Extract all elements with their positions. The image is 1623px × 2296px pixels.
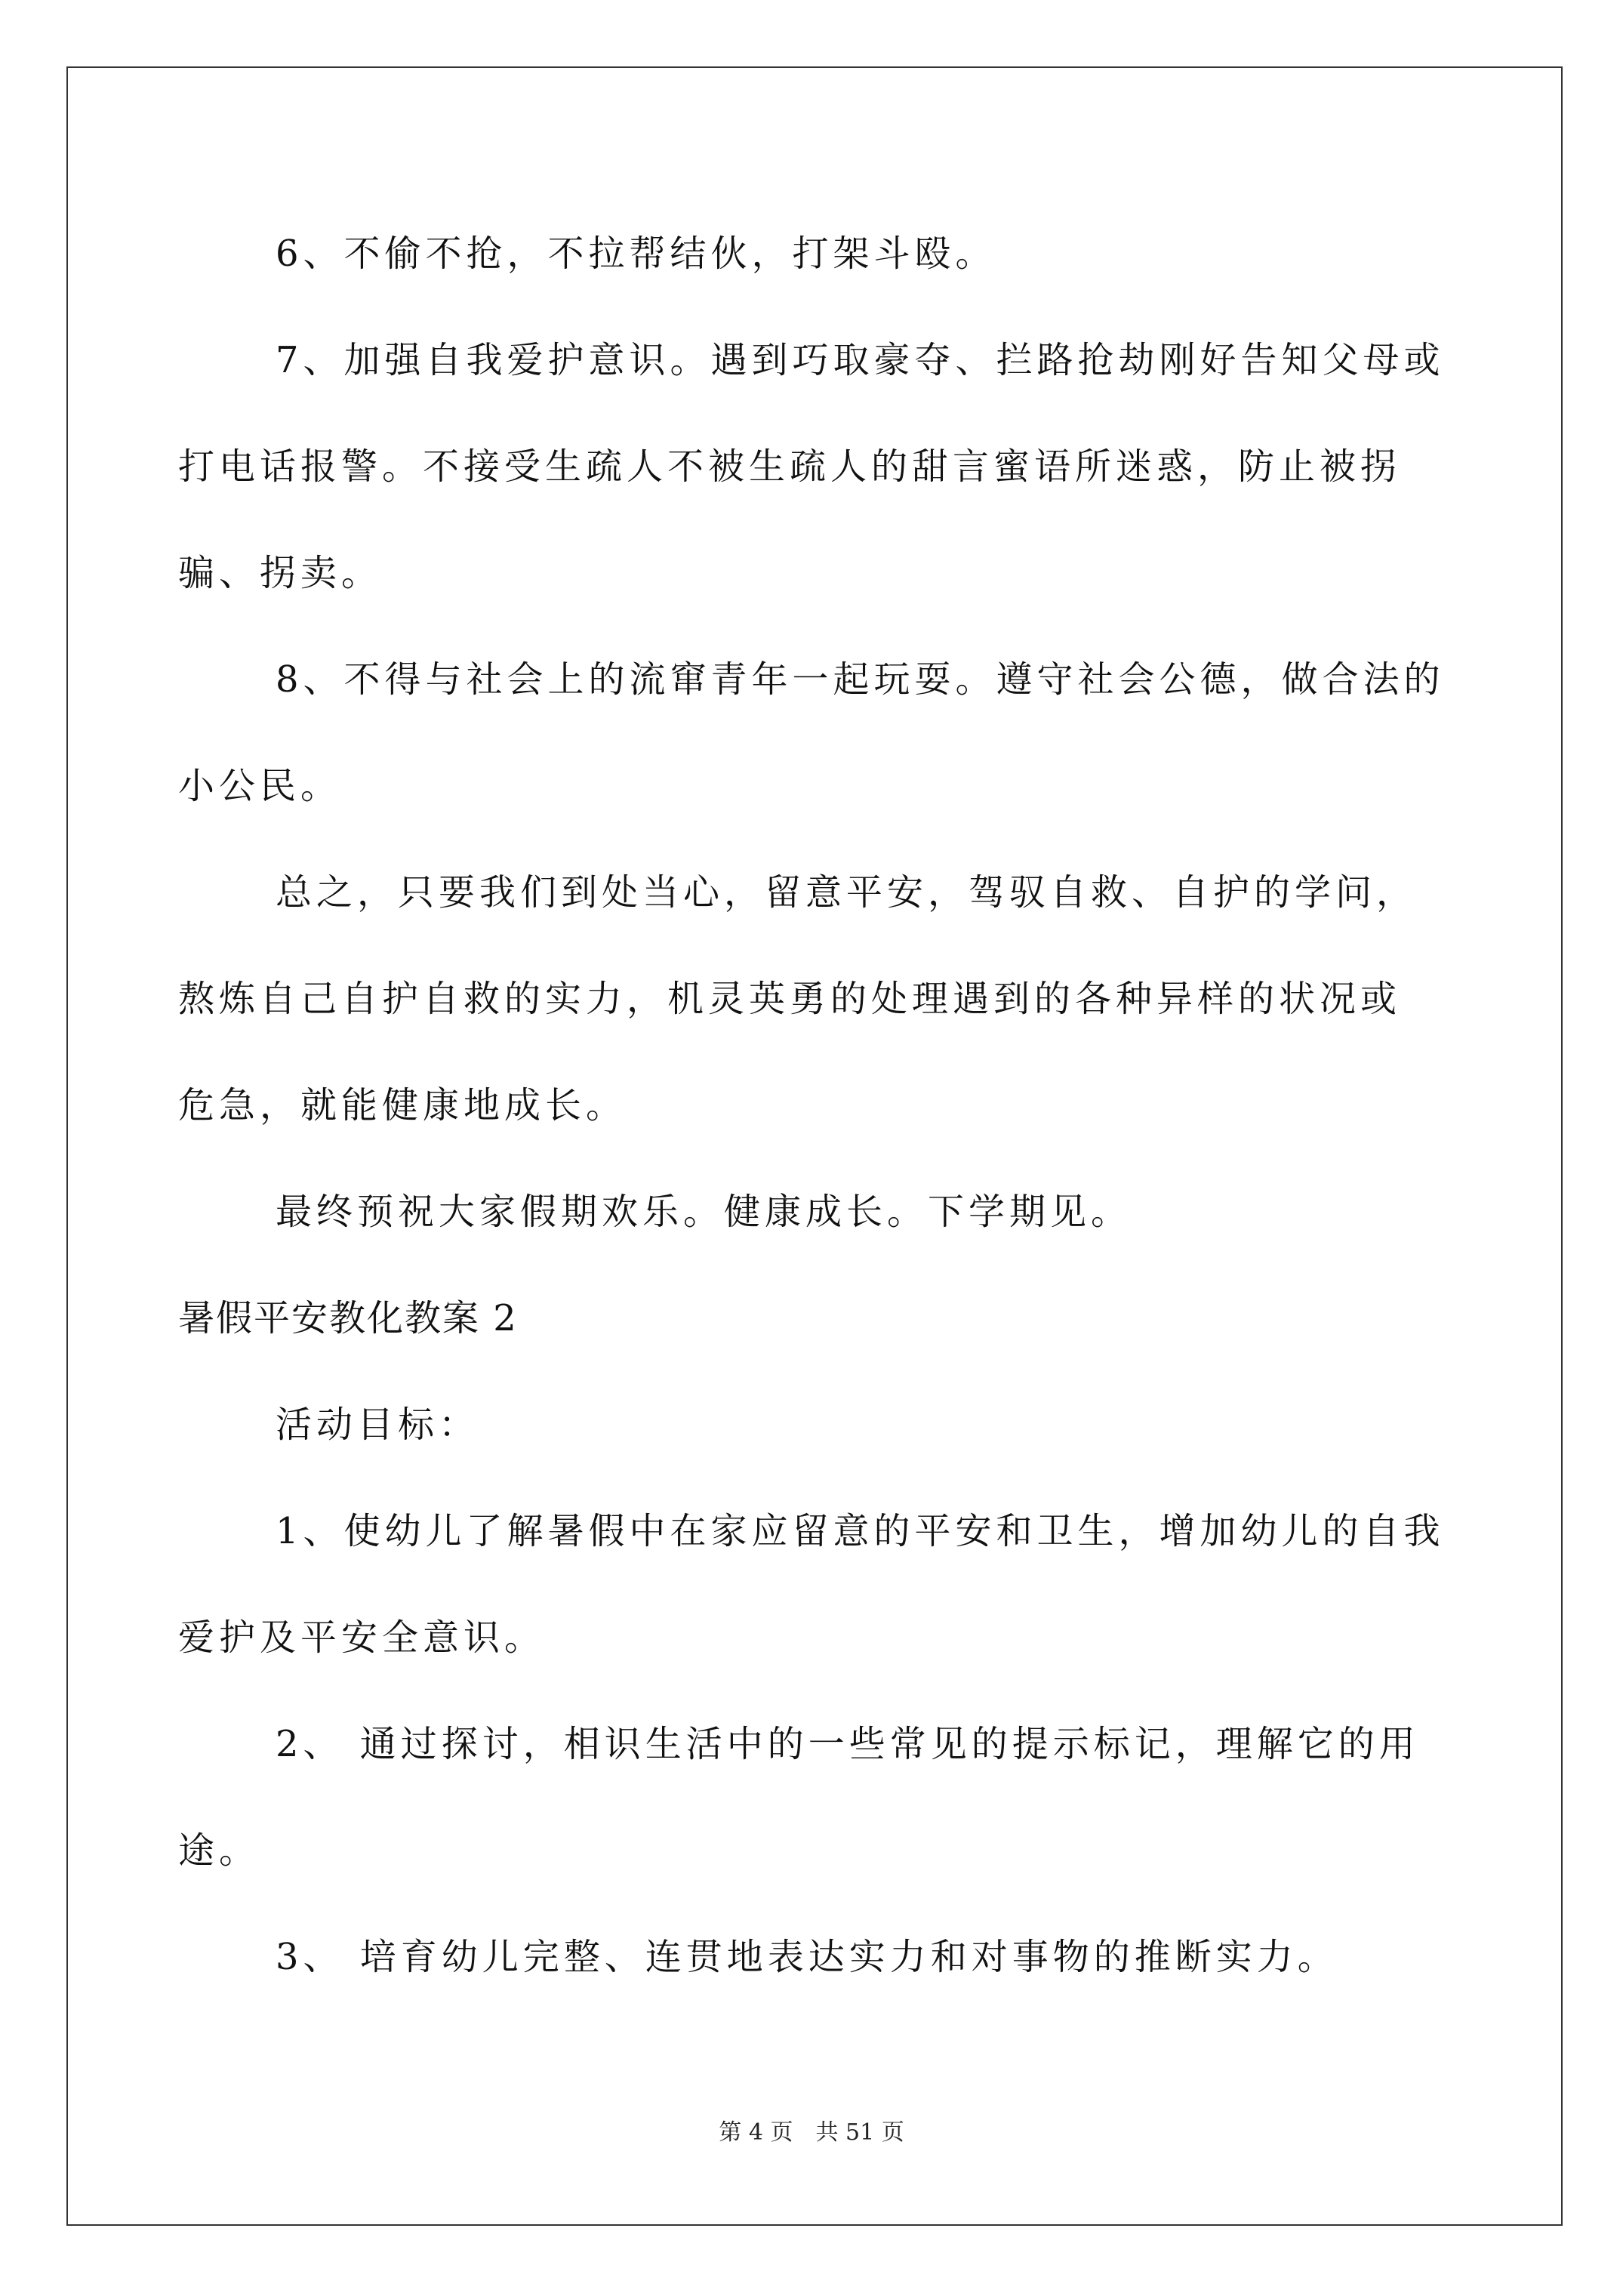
paragraph-summary-line-1: 总之，只要我们到处当心，留意平安，驾驭自救、自护的学问， — [276, 871, 1418, 914]
paragraph-summary-line-3: 危急，就能健康地成长。 — [178, 1084, 627, 1126]
paragraph-item-8-line-1: 8、不得与社会上的流窜青年一起玩耍。遵守社会公德，做合法的 — [276, 658, 1445, 701]
paragraph-item-7-line-2: 打电话报警。不接受生疏人不被生疏人的甜言蜜语所迷惑，防止被拐 — [178, 445, 1402, 488]
paragraph-closing: 最终预祝大家假期欢乐。健康成长。下学期见。 — [276, 1191, 1132, 1233]
paragraph-item-7-line-1: 7、加强自我爱护意识。遇到巧取豪夺、拦路抢劫刚好告知父母或 — [276, 339, 1445, 381]
paragraph-item-7-line-3: 骗、拐卖。 — [178, 552, 383, 594]
paragraph-summary-line-2: 熬炼自己自护自救的实力，机灵英勇的处理遇到的各种异样的状况或 — [178, 978, 1402, 1020]
paragraph-item-6: 6、不偷不抢，不拉帮结伙，打架斗殴。 — [276, 233, 996, 275]
paragraph-item-8-line-2: 小公民。 — [178, 765, 342, 807]
goal-item-3: 3、 培育幼儿完整、连贯地表达实力和对事物的推断实力。 — [276, 1936, 1338, 1978]
section-heading: 暑假平安教化教案 2 — [178, 1297, 518, 1339]
goal-item-1-line-2: 爱护及平安全意识。 — [178, 1616, 546, 1659]
goal-item-2-line-2: 途。 — [178, 1829, 260, 1872]
activity-goals-label: 活动目标： — [276, 1404, 480, 1446]
page-number-footer: 第 4 页 共 51 页 — [719, 2119, 904, 2146]
page-border — [66, 66, 1563, 2226]
goal-item-2-line-1: 2、 通过探讨，相识生活中的一些常见的提示标记，理解它的用 — [276, 1723, 1420, 1765]
goal-item-1-line-1: 1、使幼儿了解暑假中在家应留意的平安和卫生，增加幼儿的自我 — [276, 1510, 1445, 1552]
